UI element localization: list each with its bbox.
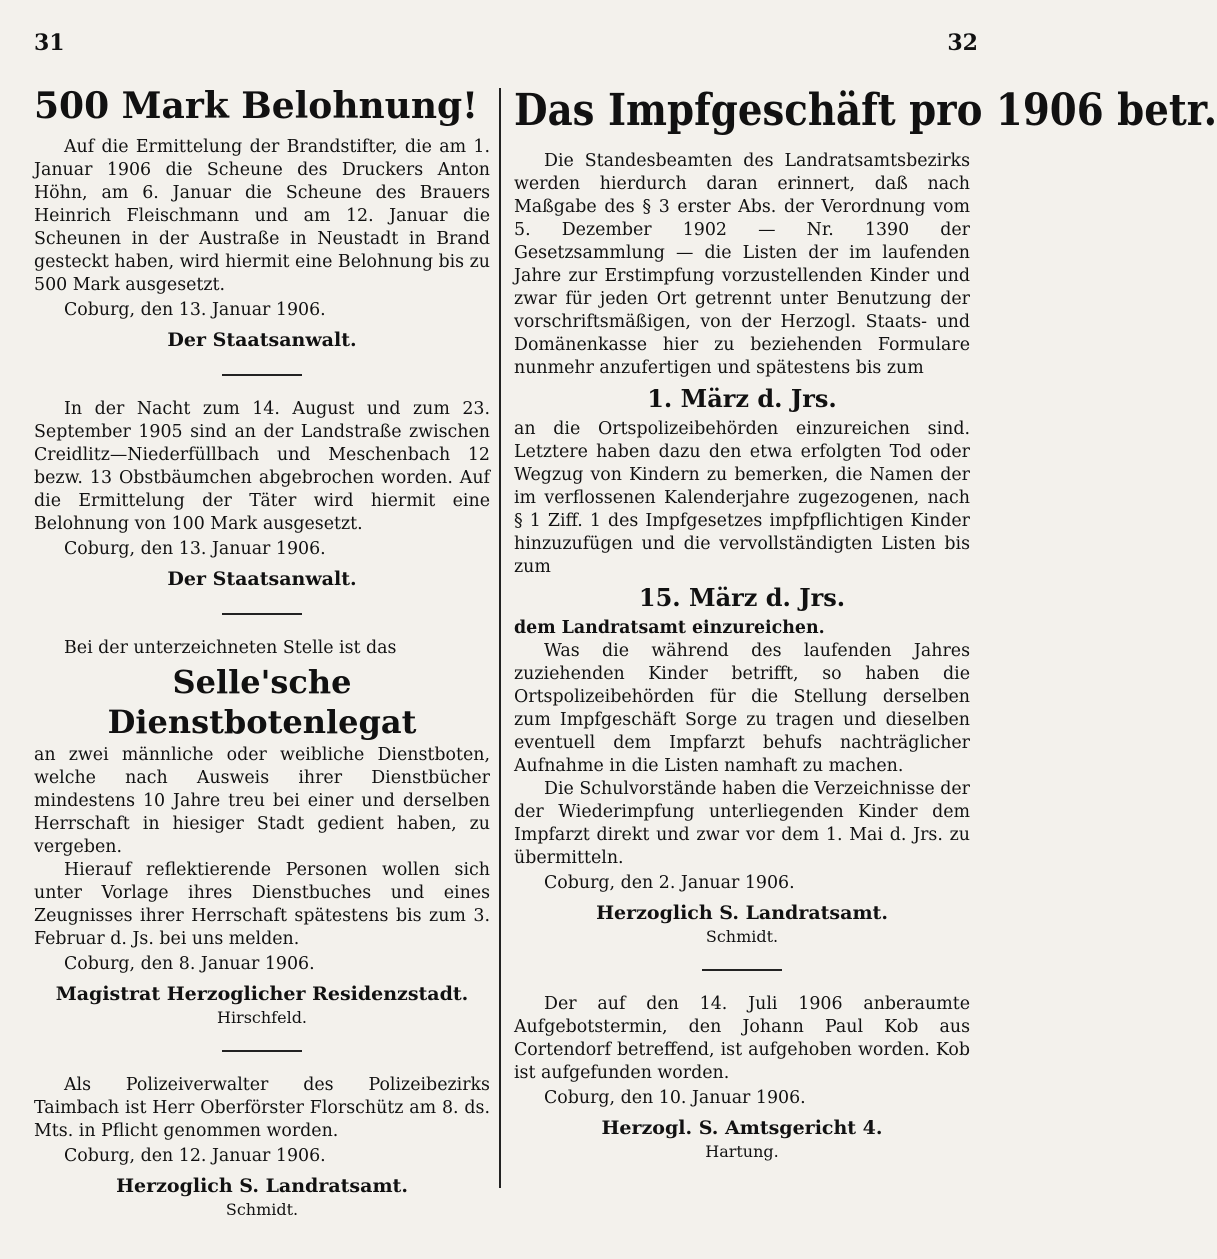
court-signature: Herzogl. S. Amtsgericht 4. <box>601 1117 883 1139</box>
police-signer: Schmidt. <box>225 1200 299 1219</box>
police-text: Als Polizeiverwalter des Polizeibezirks Taimbach ist Herr Oberförster Florschütz am 8. ds. Mts. in Pflicht genommen worden. <box>34 1075 490 1141</box>
reward-date: Coburg, den 13. Januar 1906. <box>64 300 326 320</box>
separator <box>222 374 302 376</box>
vaccination-signer: Schmidt. <box>705 927 779 946</box>
separator <box>222 1050 302 1052</box>
legat-signer: Hirschfeld. <box>216 1008 308 1027</box>
legat-title: Selle'sche Dienstbotenlegat <box>107 663 417 741</box>
reward-notice <box>34 82 490 352</box>
vaccination-signature: Herzoglich S. Landratsamt. <box>596 902 888 924</box>
orchard-text: In der Nacht zum 14. August und zum 23. September 1905 sind an der Landstraße zwischen Creidlitz—Niederfüllbach und Meschenbach 12 bezw. 13 Obstbäumchen abgebrochen worden. Auf die Ermittelung der Täter wird hiermit eine Belohnung von 100 Mark ausgesetzt. <box>34 399 490 534</box>
separator <box>702 969 782 971</box>
vaccination-text-5: Die Schulvorstände haben die Verzeichnisse der der Wiederimpfung unterliegenden Kinder dem Impfarzt direkt und zwar vor dem 1. Mai d. Jrs. zu übermitteln. <box>514 779 970 868</box>
orchard-signature: Der Staatsanwalt. <box>167 568 357 590</box>
right-column <box>514 82 1217 1162</box>
legat-date: Coburg, den 8. Januar 1906. <box>64 954 315 974</box>
vaccination-text-2: an die Ortspolizeibehörden einzureichen sind. Letztere haben dazu den etwa erfolgten Tod oder Wegzug von Kindern zu bemerken, die Namen der im verflossenen Kalenderjahre zugezogenen, nach § 1 Ziff. 1 des Impfgesetzes impfpflichtigen Kinder hinzuzufügen und die vervollständigten Listen bis zum <box>514 419 970 577</box>
vaccination-deadline-2: 15. März d. Jrs. <box>638 583 846 612</box>
separator <box>222 613 302 615</box>
vaccination-deadline-1: 1. März d. Jrs. <box>647 384 837 413</box>
court-date: Coburg, den 10. Januar 1906. <box>544 1088 806 1108</box>
vaccination-notice <box>514 82 1217 947</box>
vaccination-text-3: dem Landratsamt einzureichen. <box>514 618 825 638</box>
left-column <box>34 82 490 1220</box>
court-notice <box>514 993 970 1162</box>
legat-text: an zwei männliche oder weibliche Dienstboten, welche nach Ausweis ihrer Dienstbücher mindestens 10 Jahre treu bei einer und derselben Herrschaft in hiesiger Stadt gedient haben, zu vergeben. <box>34 745 490 857</box>
reward-text: Auf die Ermittelung der Brandstifter, die am 1. Januar 1906 die Scheune des Druckers Anton Höhn, am 6. Januar die Scheune des Brauers Heinrich Fleischmann und am 12. Januar die Scheunen in der Austraße in Neustadt in Brand gesteckt haben, wird hiermit eine Belohnung bis zu 500 Mark ausgesetzt. <box>34 137 490 295</box>
vaccination-date: Coburg, den 2. Januar 1906. <box>544 873 795 893</box>
vaccination-text: Die Standesbeamten des Landratsamtsbezirks werden hierdurch daran erinnert, daß nach Maßgabe des § 3 erster Abs. der Verordnung vom 5. Dezember 1902 — Nr. 1390 der Gesetzsammlung — die Listen der im laufenden Jahre zur Erstimpfung vorzustellenden Kinder und zwar für jeden Ort getrennt unter Benutzung der vorschriftsmäßigen, von der Herzogl. Staats- und Domänenkasse hier zu beziehenden Formulare nunmehr anzufertigen und spätestens bis zum <box>514 151 970 378</box>
police-date: Coburg, den 12. Januar 1906. <box>64 1146 326 1166</box>
legat-intro: Bei der unterzeichneten Stelle ist das <box>64 638 397 658</box>
page-number-right: 32 <box>947 30 978 56</box>
orchard-date: Coburg, den 13. Januar 1906. <box>64 539 326 559</box>
page-number-left: 31 <box>34 30 65 56</box>
reward-title: 500 Mark Belohnung! <box>34 85 478 127</box>
legat-notice <box>34 637 490 1028</box>
legat-signature: Magistrat Herzoglicher Residenzstadt. <box>55 983 469 1005</box>
legat-text-2: Hierauf reflektierende Personen wollen sich unter Vorlage ihres Dienstbuches und eines Zeugnisses ihrer Herrschaft spätestens bis zum 3. Februar d. Js. bei uns melden. <box>34 860 490 949</box>
vaccination-text-4: Was die während des laufenden Jahres zuziehenden Kinder betrifft, so haben die Ortspolizeibehörden für die Stellung derselben zum Impfgeschäft Sorge zu tragen und dieselben eventuell dem Impfarzt behufs nachträglicher Aufnahme in die Listen namhaft zu machen. <box>514 641 970 776</box>
police-signature: Herzoglich S. Landratsamt. <box>116 1175 408 1197</box>
column-divider <box>499 88 501 1188</box>
police-notice <box>34 1074 490 1220</box>
court-signer: Hartung. <box>705 1142 779 1161</box>
court-text: Der auf den 14. Juli 1906 anberaumte Aufgebotstermin, den Johann Paul Kob aus Cortendorf betreffend, ist aufgehoben worden. Kob ist aufgefunden worden. <box>514 994 970 1083</box>
orchard-notice <box>34 398 490 591</box>
vaccination-title: Das Impfgeschäft pro 1906 betr. <box>514 85 1217 136</box>
reward-signature: Der Staatsanwalt. <box>167 329 357 351</box>
